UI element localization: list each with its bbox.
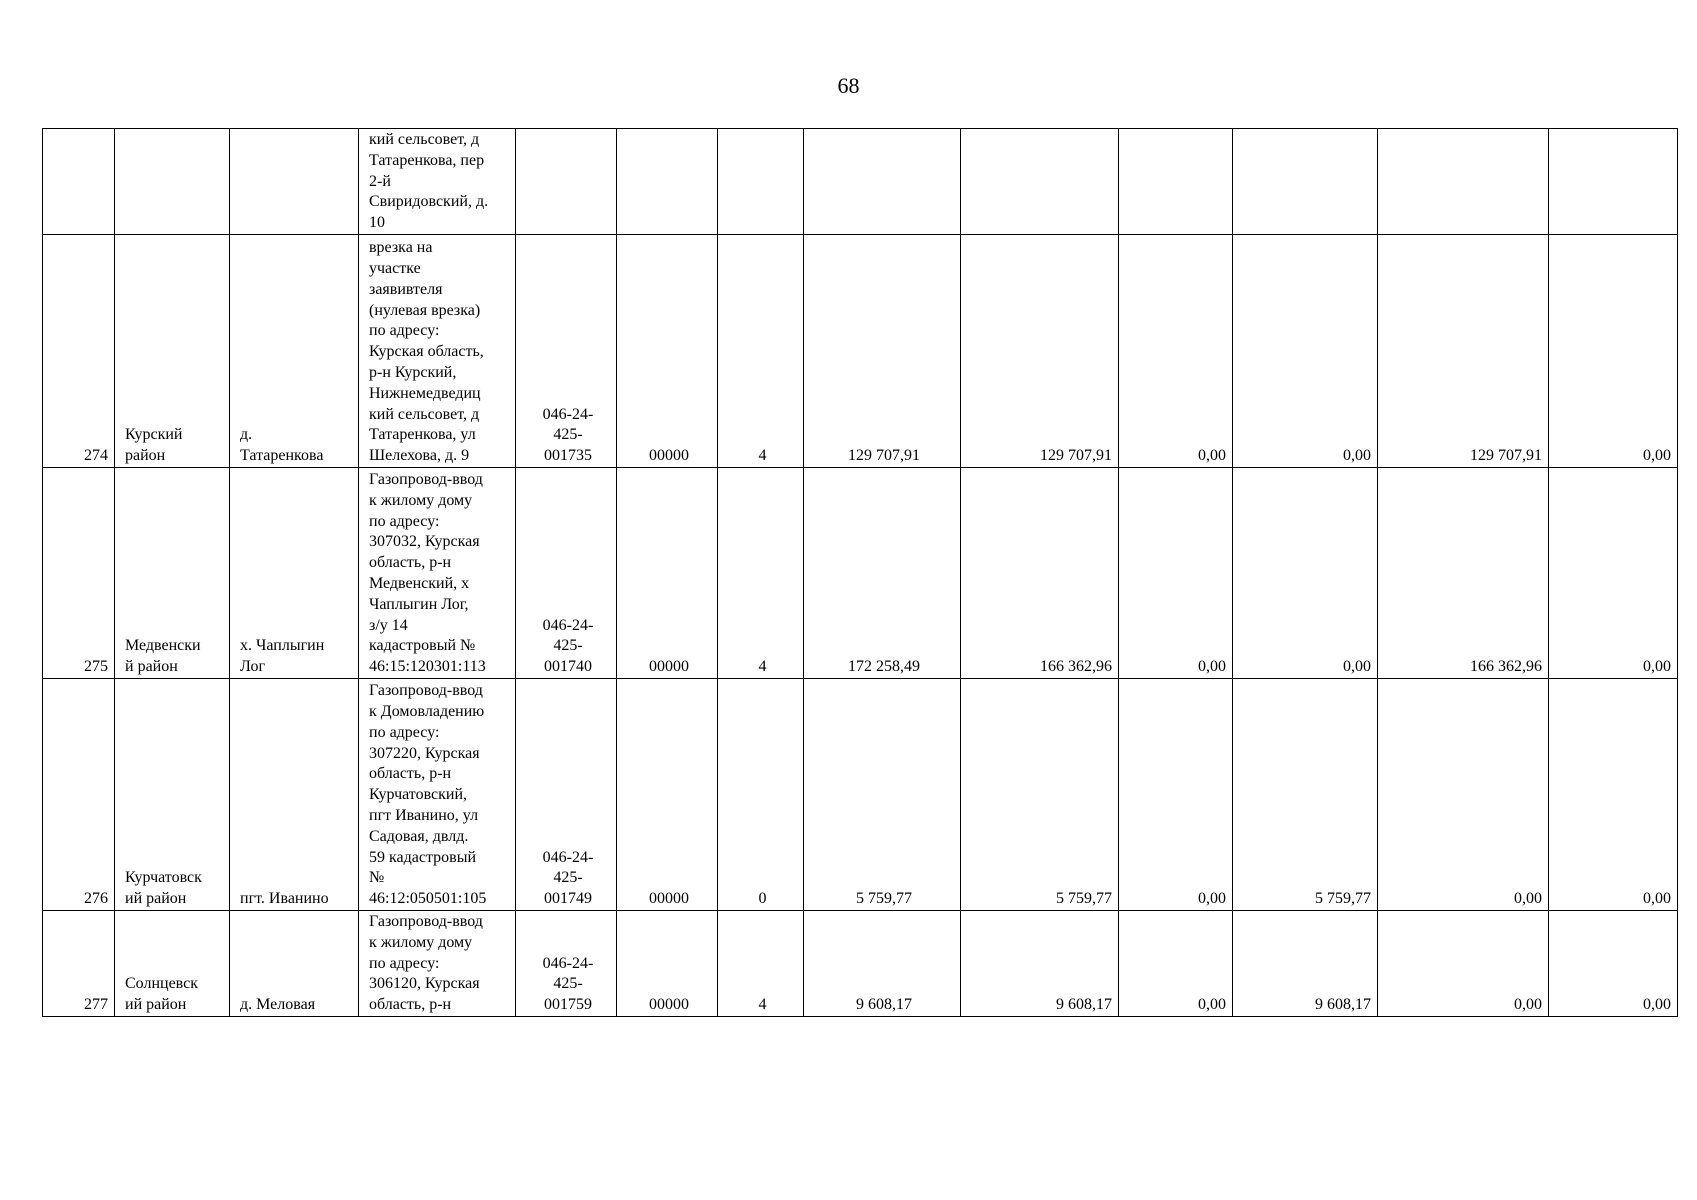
category-cell xyxy=(718,129,804,235)
table-row xyxy=(43,911,1678,1017)
amount-cell-1 xyxy=(804,129,961,235)
object-address-cell: Газопровод-ввод к жилому дому по адресу: 306120, Курская область, р-н xyxy=(359,911,516,1017)
category-cell: 4 xyxy=(718,911,804,1017)
category-cell: 0 xyxy=(718,679,804,911)
amount-cell-5: 0,00 xyxy=(1378,911,1549,1017)
amount-cell-3: 0,00 xyxy=(1119,235,1233,468)
table-row xyxy=(43,129,1678,235)
code-cell: 00000 xyxy=(617,235,718,468)
amount-cell-1: 172 258,49 xyxy=(804,468,961,679)
amount-cell-2: 5 759,77 xyxy=(961,679,1119,911)
amount-cell-4: 0,00 xyxy=(1233,235,1378,468)
object-address-cell: Газопровод-ввод к жилому дому по адресу: 307032, Курская область, р-н Медвенский, х Чаплыгин Лог, з/у 14 кадастровый № 46:15:120301:113 xyxy=(359,468,516,679)
code-cell: 00000 xyxy=(617,911,718,1017)
amount-cell-1: 9 608,17 xyxy=(804,911,961,1017)
object-code-cell: 046-24- 425- 001749 xyxy=(516,679,617,911)
settlement-cell: пгт. Иванино xyxy=(230,679,359,911)
row-number-cell: 275 xyxy=(43,468,115,679)
amount-cell-1: 5 759,77 xyxy=(804,679,961,911)
amount-cell-2: 166 362,96 xyxy=(961,468,1119,679)
amount-cell-6: 0,00 xyxy=(1549,911,1678,1017)
row-number-cell xyxy=(43,129,115,235)
amount-cell-6 xyxy=(1549,129,1678,235)
settlement-cell: д. Меловая xyxy=(230,911,359,1017)
object-address-cell: Газопровод-ввод к Домовладению по адресу: 307220, Курская область, р-н Курчатовский, пгт Иванино, ул Садовая, двлд. 59 кадастровый № 46:12:050501:105 xyxy=(359,679,516,911)
amount-cell-3 xyxy=(1119,129,1233,235)
table-row xyxy=(43,679,1678,911)
amount-cell-2 xyxy=(961,129,1119,235)
amount-cell-2: 9 608,17 xyxy=(961,911,1119,1017)
register-table xyxy=(42,128,1678,1017)
row-number-cell: 276 xyxy=(43,679,115,911)
object-code-cell: 046-24- 425- 001759 xyxy=(516,911,617,1017)
object-code-cell: 046-24- 425- 001735 xyxy=(516,235,617,468)
district-cell: Солнцевск ий район xyxy=(115,911,230,1017)
amount-cell-3: 0,00 xyxy=(1119,679,1233,911)
district-cell: Курчатовск ий район xyxy=(115,679,230,911)
row-number-cell: 277 xyxy=(43,911,115,1017)
settlement-cell xyxy=(230,129,359,235)
amount-cell-6: 0,00 xyxy=(1549,235,1678,468)
object-code-cell: 046-24- 425- 001740 xyxy=(516,468,617,679)
code-cell: 00000 xyxy=(617,679,718,911)
settlement-cell: х. Чаплыгин Лог xyxy=(230,468,359,679)
amount-cell-5: 129 707,91 xyxy=(1378,235,1549,468)
settlement-cell: д. Татаренкова xyxy=(230,235,359,468)
table-row xyxy=(43,468,1678,679)
object-address-cell: врезка на участке заявивтеля (нулевая врезка) по адресу: Курская область, р-н Курский, Нижнемедведиц кий сельсовет, д Татаренкова, ул Шелехова, д. 9 xyxy=(359,235,516,468)
amount-cell-6: 0,00 xyxy=(1549,679,1678,911)
code-cell: 00000 xyxy=(617,468,718,679)
table-row xyxy=(43,235,1678,468)
amount-cell-6: 0,00 xyxy=(1549,468,1678,679)
amount-cell-4: 0,00 xyxy=(1233,468,1378,679)
object-code-cell xyxy=(516,129,617,235)
row-number-cell: 274 xyxy=(43,235,115,468)
amount-cell-5 xyxy=(1378,129,1549,235)
amount-cell-5: 166 362,96 xyxy=(1378,468,1549,679)
amount-cell-4: 5 759,77 xyxy=(1233,679,1378,911)
amount-cell-4: 9 608,17 xyxy=(1233,911,1378,1017)
category-cell: 4 xyxy=(718,235,804,468)
amount-cell-5: 0,00 xyxy=(1378,679,1549,911)
district-cell xyxy=(115,129,230,235)
amount-cell-4 xyxy=(1233,129,1378,235)
amount-cell-2: 129 707,91 xyxy=(961,235,1119,468)
district-cell: Курский район xyxy=(115,235,230,468)
code-cell xyxy=(617,129,718,235)
district-cell: Медвенски й район xyxy=(115,468,230,679)
amount-cell-3: 0,00 xyxy=(1119,468,1233,679)
page-number: 68 xyxy=(837,73,860,98)
amount-cell-3: 0,00 xyxy=(1119,911,1233,1017)
object-address-cell: кий сельсовет, д Татаренкова, пер 2-й Свиридовский, д. 10 xyxy=(359,129,516,235)
category-cell: 4 xyxy=(718,468,804,679)
amount-cell-1: 129 707,91 xyxy=(804,235,961,468)
